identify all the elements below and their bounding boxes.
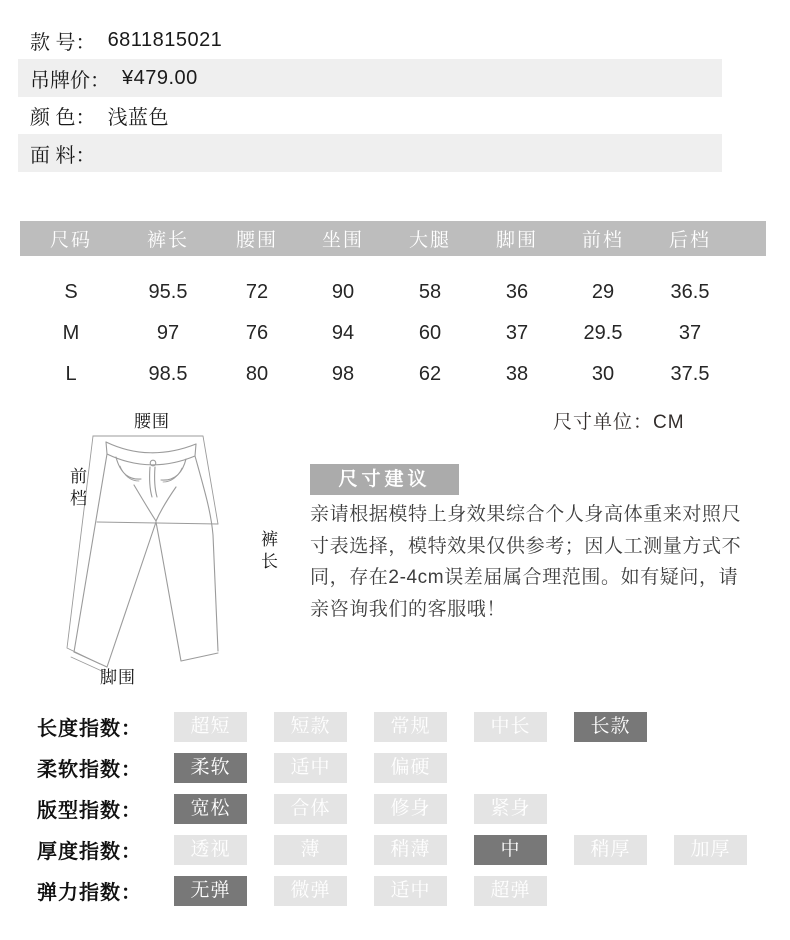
column-header: 前档 <box>581 230 624 251</box>
index-label: 柔软指数： <box>37 759 142 781</box>
table-cell: 60 <box>418 322 442 344</box>
info-label: 颜 色： <box>30 106 96 129</box>
chip-option-selected: 中 <box>474 835 547 865</box>
table-cell: 80 <box>245 363 269 385</box>
info-row-style-number <box>18 21 722 59</box>
diagram-label-pant-length: 裤长 <box>261 530 279 572</box>
info-row-fabric <box>18 134 722 172</box>
info-value: ¥479.00 <box>122 66 198 89</box>
size-advice-badge: 尺寸建议 <box>310 464 459 495</box>
table-cell: 30 <box>591 363 615 385</box>
chip-option-selected: 无弹 <box>174 876 247 906</box>
chip-option-selected: 柔软 <box>174 753 247 783</box>
index-row-elasticity <box>0 870 790 911</box>
table-row-s <box>20 272 766 313</box>
column-header: 后档 <box>668 230 711 251</box>
diagram-label-waist: 腰围 <box>134 412 170 431</box>
diagram-label-leg-opening: 脚围 <box>100 668 136 687</box>
chip-option: 超短 <box>174 712 247 742</box>
chip-option: 薄 <box>274 835 347 865</box>
chip-option-selected: 宽松 <box>174 794 247 824</box>
info-value: 6811815021 <box>107 28 223 51</box>
chip-option: 常规 <box>374 712 447 742</box>
size-advice-text <box>310 499 772 625</box>
table-cell: 95.5 <box>148 281 188 303</box>
table-cell: 37 <box>678 322 702 344</box>
table-cell: 90 <box>331 281 355 303</box>
index-row-softness <box>0 747 790 788</box>
chip-option: 稍薄 <box>374 835 447 865</box>
index-row-length <box>0 706 790 747</box>
index-label: 厚度指数： <box>37 841 142 863</box>
info-label: 款 号： <box>30 31 96 54</box>
advice-line: 亲请根据模特上身效果综合个人身高体重来对照尺 <box>310 504 742 525</box>
chip-option: 修身 <box>374 794 447 824</box>
table-cell: 76 <box>245 322 269 344</box>
index-row-fit <box>0 788 790 829</box>
info-label: 面 料： <box>30 144 96 167</box>
column-header: 腰围 <box>235 230 278 251</box>
column-header: 裤长 <box>146 230 189 251</box>
table-cell: 72 <box>245 281 269 303</box>
table-cell: 36.5 <box>670 281 710 303</box>
table-cell: S <box>64 281 78 303</box>
chip-option: 合体 <box>274 794 347 824</box>
table-cell: 38 <box>505 363 529 385</box>
advice-line: 寸表选择，模特效果仅供参考；因人工测量方式不 <box>310 535 742 557</box>
chip-option: 微弹 <box>274 876 347 906</box>
index-row-thickness <box>0 829 790 870</box>
chip-option: 短款 <box>274 712 347 742</box>
table-row-m <box>20 313 766 354</box>
chip-option-selected: 长款 <box>574 712 647 742</box>
info-row-color <box>18 96 722 134</box>
index-label: 版型指数： <box>37 800 142 822</box>
table-cell: 98 <box>331 363 355 385</box>
chip-option: 适中 <box>274 753 347 783</box>
table-cell: 36 <box>505 281 529 303</box>
table-cell: 29.5 <box>583 322 623 344</box>
table-cell: 37.5 <box>670 363 710 385</box>
table-cell: 58 <box>418 281 442 303</box>
index-label: 弹力指数： <box>37 882 142 904</box>
table-cell: 94 <box>331 322 355 344</box>
table-cell: 97 <box>156 322 180 344</box>
table-cell: 62 <box>418 363 442 385</box>
size-unit-note: 尺寸单位：CM <box>553 412 685 433</box>
diagram-label-front-rise: 前档 <box>70 467 88 509</box>
chip-option: 加厚 <box>674 835 747 865</box>
index-label: 长度指数： <box>37 718 142 740</box>
column-header: 坐围 <box>321 230 364 251</box>
size-table-body <box>20 272 766 395</box>
chip-option: 超弹 <box>474 876 547 906</box>
chip-option: 紧身 <box>474 794 547 824</box>
advice-line: 同，存在2-4cm误差届属合理范围。如有疑问，请 <box>310 567 739 588</box>
chip-option: 稍厚 <box>574 835 647 865</box>
table-cell: L <box>65 363 77 385</box>
info-label: 吊牌价： <box>30 69 110 92</box>
column-header: 大腿 <box>408 230 451 251</box>
chip-option: 透视 <box>174 835 247 865</box>
table-cell: 37 <box>505 322 529 344</box>
size-table-header <box>20 221 766 256</box>
table-cell: 98.5 <box>148 363 188 385</box>
column-header: 尺码 <box>49 230 92 251</box>
table-cell: M <box>62 322 80 344</box>
table-row-l <box>20 354 766 395</box>
chip-option: 适中 <box>374 876 447 906</box>
table-cell: 29 <box>591 281 615 303</box>
chip-option: 中长 <box>474 712 547 742</box>
info-row-tag-price <box>18 59 722 97</box>
info-value: 浅蓝色 <box>107 106 170 129</box>
chip-option: 偏硬 <box>374 753 447 783</box>
column-header: 脚围 <box>495 230 538 251</box>
advice-line: 亲咨询我们的客服哦！ <box>310 598 507 620</box>
